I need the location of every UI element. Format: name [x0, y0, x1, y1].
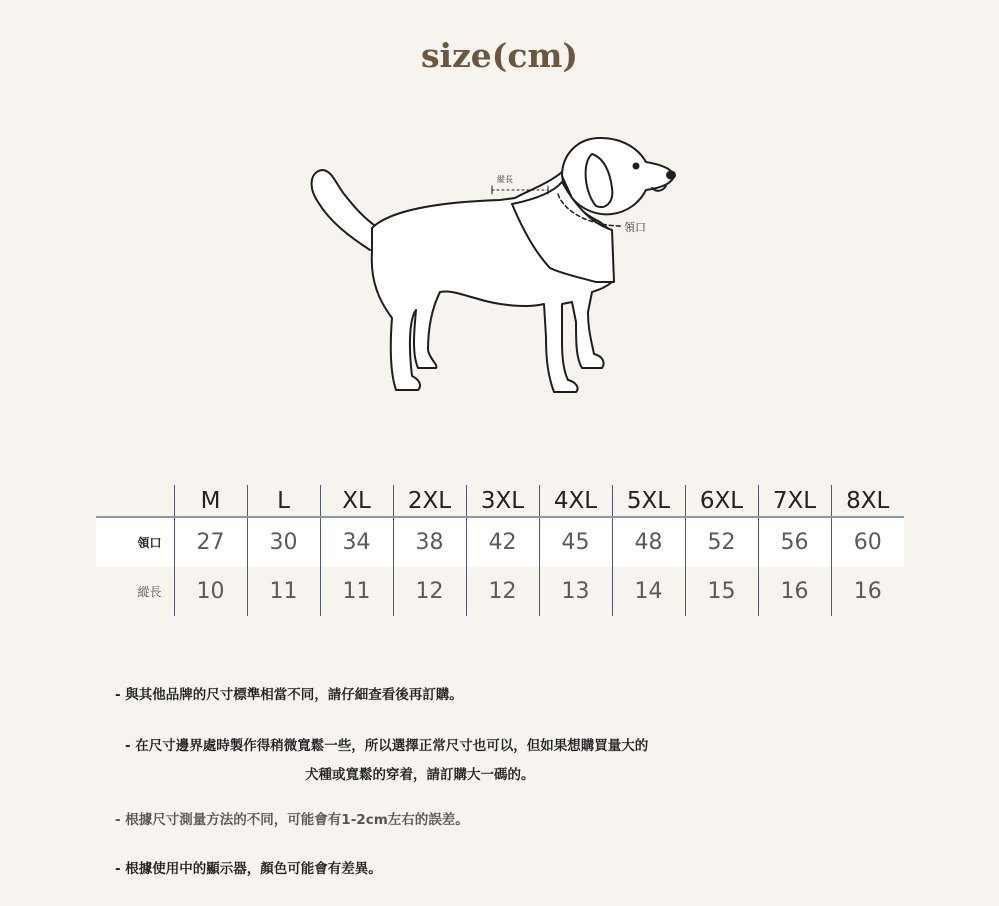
table-cell: 30: [247, 517, 320, 567]
table-cell: 38: [393, 517, 466, 567]
dog-outline-icon: [300, 132, 690, 400]
neck-label: 領口: [624, 221, 646, 234]
note-display-color: - 根據使用中的顯示器，顏色可能會有差異。: [115, 861, 382, 877]
table-cell: 10: [174, 567, 247, 616]
table-cell: 56: [758, 517, 831, 567]
page-title: size(cm): [420, 36, 579, 75]
table-cell: 45: [539, 517, 612, 567]
size-table: [96, 485, 904, 616]
size-header: 8XL: [831, 485, 904, 517]
size-header: 5XL: [612, 485, 685, 517]
size-header: L: [247, 485, 320, 517]
row-label: 縱長: [137, 585, 162, 599]
size-header: M: [174, 485, 247, 517]
size-header: 3XL: [466, 485, 539, 517]
size-header: 4XL: [539, 485, 612, 517]
table-cell: 12: [466, 567, 539, 616]
table-cell: 14: [612, 567, 685, 616]
table-cell: 27: [174, 517, 247, 567]
size-header: 2XL: [393, 485, 466, 517]
table-cell: 42: [466, 517, 539, 567]
table-cell: 48: [612, 517, 685, 567]
table-cell: 16: [831, 567, 904, 616]
note-loose-fit-line1: - 在尺寸邊界處時製作得稍微寬鬆一些，所以選擇正常尺寸也可以，但如果想購買量大的: [125, 738, 649, 754]
note-measurement-error: - 根據尺寸測量方法的不同，可能會有1-2cm左右的誤差。: [115, 812, 469, 828]
size-header-row: [96, 485, 904, 517]
size-header: 6XL: [685, 485, 758, 517]
table-row-neck: [96, 517, 904, 567]
table-cell: 15: [685, 567, 758, 616]
size-header: XL: [320, 485, 393, 517]
table-cell: 34: [320, 517, 393, 567]
header-empty: [96, 485, 174, 517]
table-cell: 11: [320, 567, 393, 616]
table-row-length: [96, 567, 904, 616]
table-cell: 11: [247, 567, 320, 616]
note-brand-sizing: - 與其他品牌的尺寸標準相當不同，請仔細查看後再訂購。: [115, 687, 463, 703]
note-loose-fit-line2: 犬種或寬鬆的穿着，請訂購大一碼的。: [305, 767, 535, 783]
row-label: 領口: [96, 517, 174, 567]
length-label: 縦長: [497, 175, 513, 184]
table-cell: 12: [393, 567, 466, 616]
table-cell: 16: [758, 567, 831, 616]
table-cell: 13: [539, 567, 612, 616]
size-header: 7XL: [758, 485, 831, 517]
table-cell: 60: [831, 517, 904, 567]
table-cell: 52: [685, 517, 758, 567]
